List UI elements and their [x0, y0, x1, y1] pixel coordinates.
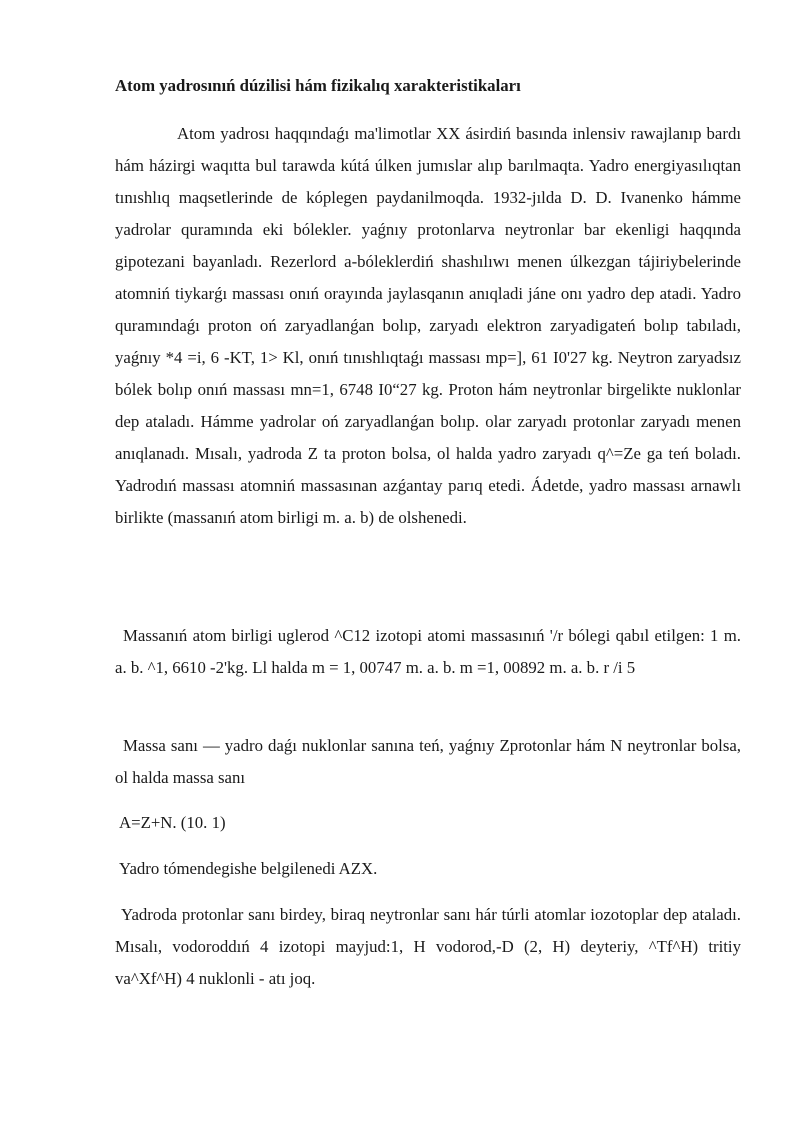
paragraph-isotopes: Yadroda protonlar sanı birdey, biraq neytronlar sanı hár túrli atomlar iozotoplar dep ataladı. Mısalı, vodoroddıń 4 izotopi mayjud:1, H vodorod,-D (2, H) deyteriy, ^Tf^H) tritiy va^Xf^H) 4 nuklonli - atı joq. [115, 905, 741, 988]
paragraph-atom-nucleus-intro: Atom yadrosı haqqındaǵı ma'limotlar XX ásirdiń basında inlensiv rawajlanıp bardı hám házirgi waqıtta bul tarawda kútá úlken jumıslar alıp barılmaqta. Yadro energiyasılıqtan tınıshlıq maqsetlerinde de kóplegen paydanilmoqda. 1932-jılda D. D. Ivanenko hámme yadrolar quramında eki bólekler. yaǵnıy protonlarva neytronlar bar ekenligi haqqında gipotezani bayanladı. Rezerlord a-bóleklerdiń shashılıwı menen úlkezgan tájiriybelerinde atomniń tiykarǵı massası onıń orayında jaylasqanın anıqladi jáne onı yadro dep atadi. Yadro quramındaǵı proton oń zaryadlanǵan bolıp, zaryadı elektron zaryadigateń bolıp tabıladı, yaǵnıy *4 =i, 6 -KT, 1> Kl, onıń tınıshlıqtaǵı massası mp=], 61 I0'27 kg. Neytron zaryadsız bólek bolıp onıń massası mn=1, 6748 I0“27 kg. Proton hám neytronlar birgelikte nuklonlar dep ataladı. Hámme yadrolar oń zaryadlanǵan bolıp. olar zaryadı protonlar zaryadı menen anıqlanadı. Mısalı, yadroda Z ta proton bolsa, ol halda yadro zaryadı q^=Ze ga teń boladı. Yadrodıń massası atomniń massasınan azǵantay parıq etedi. Ádetde, yadro massası arnawlı birlikte (massanıń atom birligi m. a. b) de olshenedi. [115, 124, 741, 527]
paragraph-atomic-mass-unit: Massanıń atom birligi uglerod ^C12 izotopi atomi massasınıń '/r bólegi qabıl etilgen: 1 m. a. b. ^1, 6610 -2'kg. Ll halda m = 1, 00747 m. a. b. m =1, 00892 m. a. b. r /i 5 [115, 626, 741, 677]
paragraph-mass-number: Massa sanı — yadro daǵı nuklonlar sanına teń, yaǵnıy Zprotonlar hám N neytronlar bolsa, ol halda massa sanı [115, 736, 741, 787]
formula-mass-number: A=Z+N. (10. 1) [119, 813, 226, 832]
paragraph-nucleus-notation: Yadro tómendegishe belgilenedi AZX. [119, 859, 378, 878]
document-title: Atom yadrosınıń dúzilisi hám fizikalıq xarakteristikaları [115, 76, 521, 95]
